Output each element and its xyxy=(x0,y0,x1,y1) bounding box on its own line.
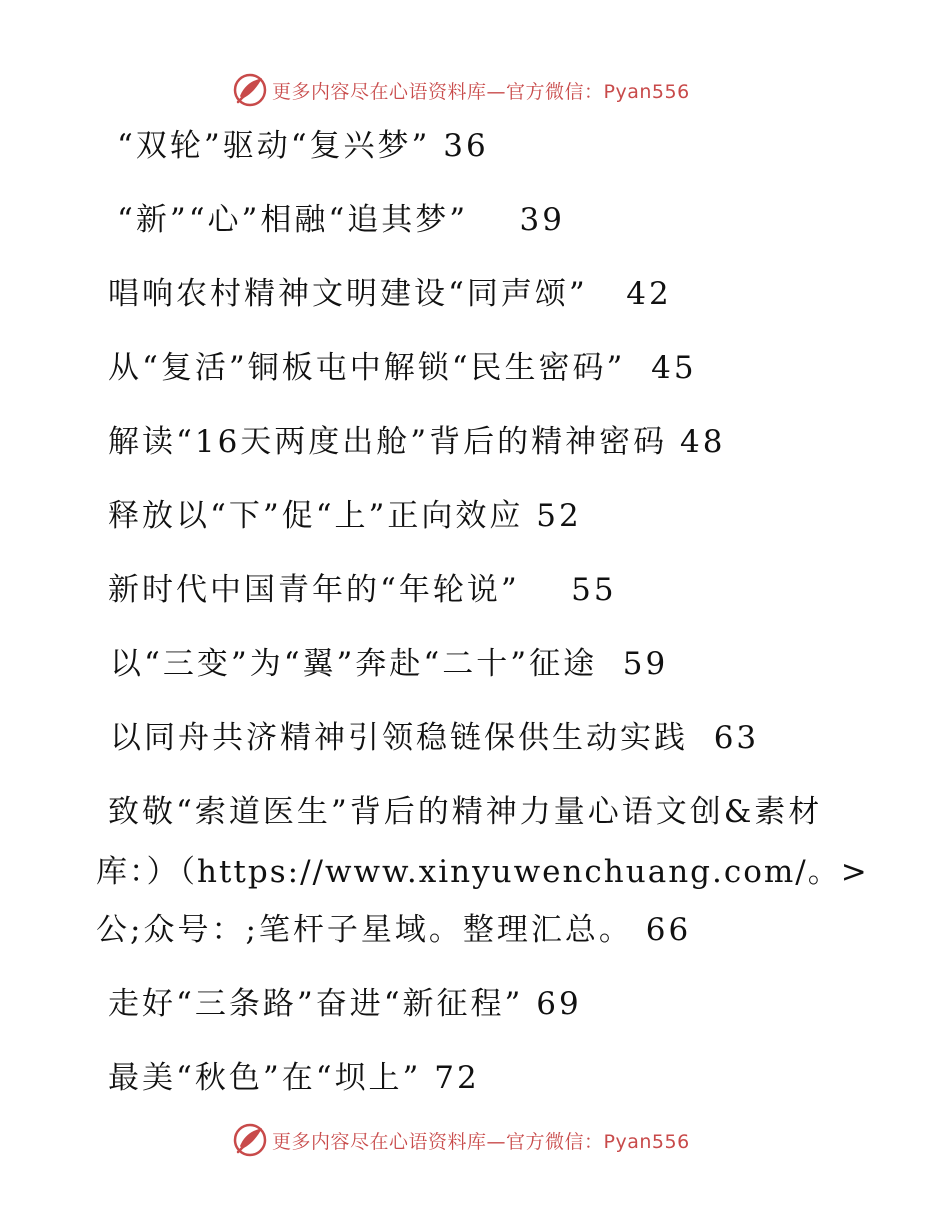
toc-entry: “新”“心”相融“追其梦” 39 xyxy=(117,202,565,238)
toc-entry: 从“复活”铜板屯中解锁“民生密码” 45 xyxy=(108,350,697,386)
toc-entry: 致敬“索道医生”背后的精神力量心语文创&素材 xyxy=(108,794,823,830)
toc-entry: 解读“16天两度出舱”背后的精神密码 48 xyxy=(108,424,726,460)
pen-logo-icon xyxy=(232,72,268,108)
toc-entry: 以“三变”为“翼”奔赴“二十”征途 59 xyxy=(110,646,669,682)
toc-entry-continuation: 库：）（https://www.xinyuwenchuang.com/。> xyxy=(96,854,869,890)
pen-logo-icon xyxy=(232,1122,268,1158)
toc-entry: 以同舟共济精神引领稳链保供生动实践 63 xyxy=(110,720,760,756)
header-banner xyxy=(232,70,712,110)
wechat-account: Pyan556 xyxy=(603,80,690,103)
wechat-account: Pyan556 xyxy=(603,1130,690,1153)
toc-entry: 释放以“下”促“上”正向效应 52 xyxy=(108,498,582,534)
toc-entry: “双轮”驱动“复兴梦” 36 xyxy=(117,128,489,164)
toc-entry: 最美“秋色”在“坝上” 72 xyxy=(108,1060,480,1096)
banner-text: 更多内容尽在心语资料库—官方微信：Pyan556 xyxy=(272,1130,690,1153)
toc-entry: 唱响农村精神文明建设“同声颂” 42 xyxy=(108,276,672,312)
toc-entry: 新时代中国青年的“年轮说” 55 xyxy=(108,572,617,608)
toc-entry: 走好“三条路”奋进“新征程” 69 xyxy=(108,986,582,1022)
banner-text: 更多内容尽在心语资料库—官方微信：Pyan556 xyxy=(272,80,690,103)
footer-banner xyxy=(232,1120,712,1160)
toc-entry-continuation: 公;众号：;笔杆子星域。整理汇总。 66 xyxy=(96,912,692,948)
